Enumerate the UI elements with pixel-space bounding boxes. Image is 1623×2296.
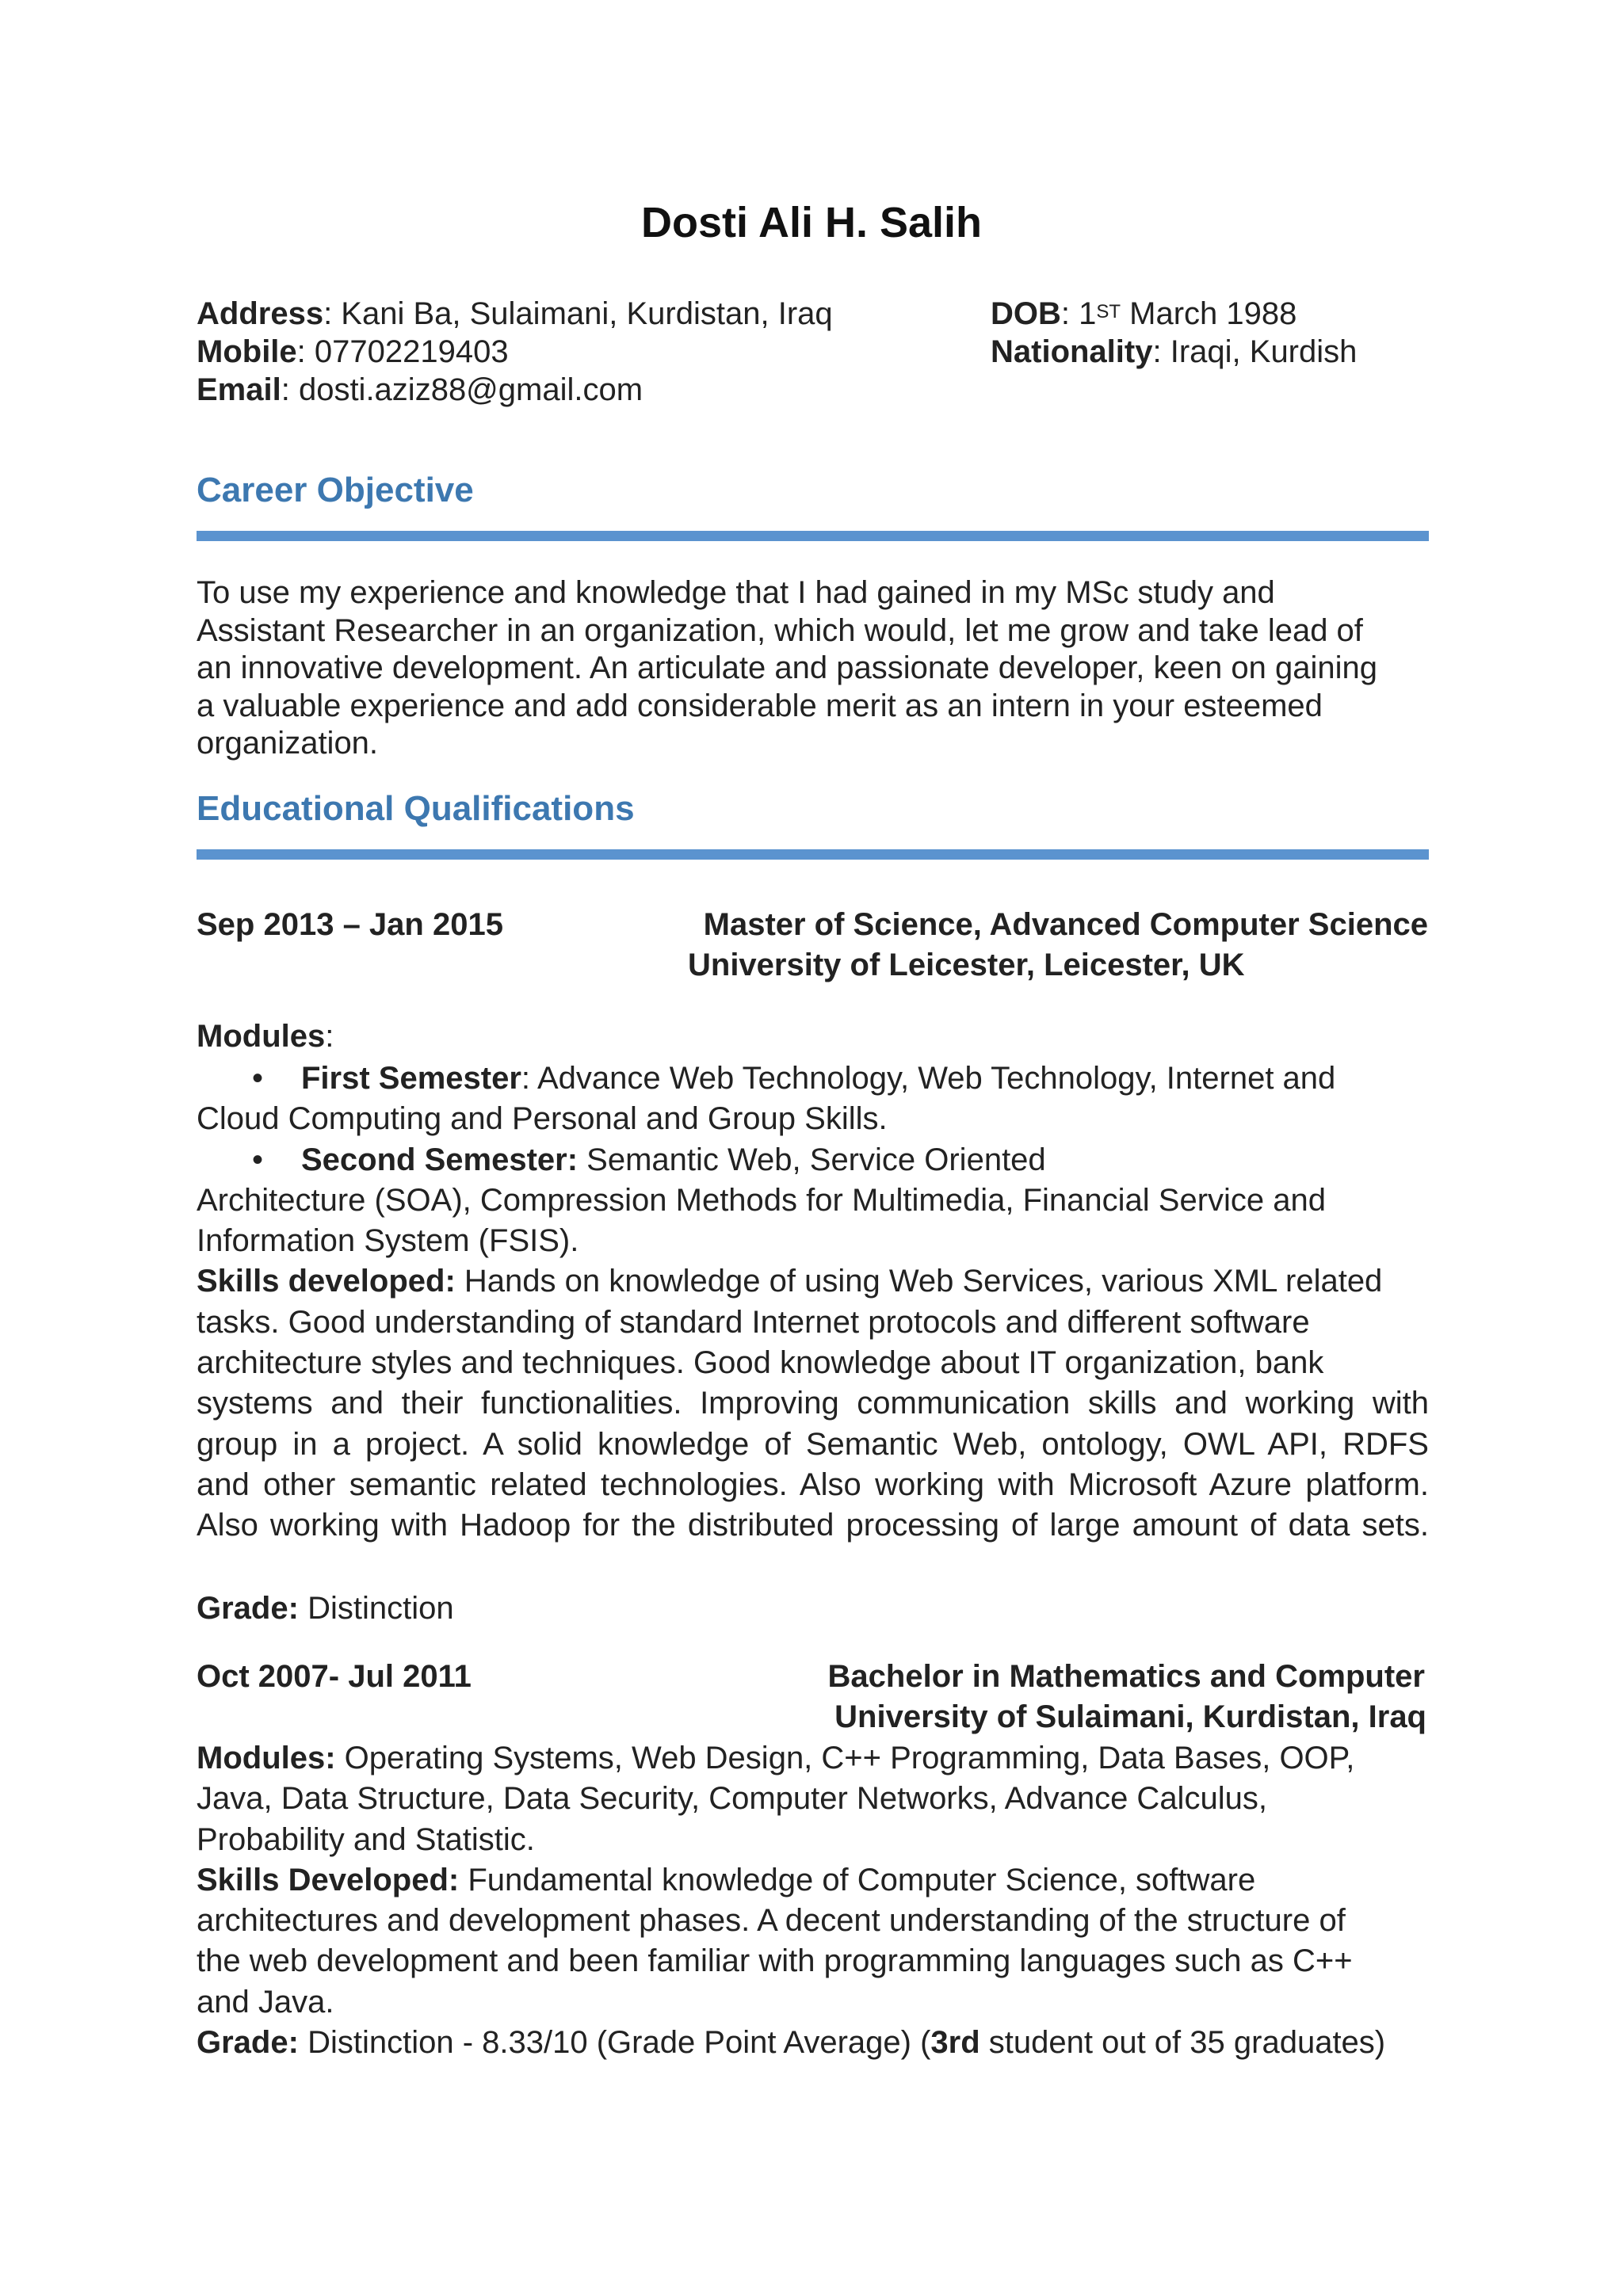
- msc-modules-list: [197, 1058, 1429, 1547]
- bsc-degree: Bachelor in Mathematics and Computer: [827, 1659, 1425, 1694]
- first-semester-label: First Semester: [301, 1061, 521, 1096]
- email-value[interactable]: dosti.aziz88@gmail.com: [298, 372, 643, 407]
- education-heading: Educational Qualifications: [197, 789, 635, 828]
- dob-rest: March 1988: [1129, 296, 1297, 331]
- bullet-icon: •: [252, 1142, 264, 1177]
- address-line: Address: Kani Ba, Sulaimani, Kurdistan, Iraq: [197, 296, 833, 331]
- msc-skills-line: architecture styles and techniques. Good knowledge about IT organization, bank: [197, 1345, 1324, 1381]
- address-value: Kani Ba, Sulaimani, Kurdistan, Iraq: [341, 296, 833, 331]
- nationality-label: Nationality: [991, 334, 1153, 369]
- candidate-name: Dosti Ali H. Salih: [640, 199, 983, 246]
- nationality-value: Iraqi, Kurdish: [1170, 334, 1358, 369]
- dob-day: 1: [1079, 296, 1097, 331]
- msc-grade-line: [197, 1589, 454, 1627]
- objective-line: To use my experience and knowledge that I had gained in my MSc study and: [197, 575, 1275, 610]
- first-semester-text-cont: Cloud Computing and Personal and Group Skills.: [197, 1101, 888, 1137]
- bsc-skills-text: Fundamental knowledge of Computer Science, software: [468, 1862, 1256, 1897]
- bsc-grade-label: Grade:: [197, 2025, 299, 2061]
- msc-grade-label: Grade:: [197, 1591, 299, 1626]
- msc-skills-line: and other semantic related technologies. Also working with Microsoft Azure platform.: [197, 1466, 1429, 1502]
- career-objective-heading: Career Objective: [197, 471, 474, 509]
- career-objective-rule: [197, 531, 1429, 541]
- bsc-grade-rank: 3rd: [930, 2025, 980, 2061]
- career-objective-text: [197, 574, 1377, 763]
- mobile-value: 07702219403: [314, 334, 509, 369]
- bsc-skills-label: Skills Developed:: [197, 1862, 460, 1897]
- bsc-modules-line: Java, Data Structure, Data Security, Computer Networks, Advance Calculus,: [197, 1781, 1267, 1817]
- second-semester-text-cont: Architecture (SOA), Compression Methods for Multimedia, Financial Service and: [197, 1182, 1326, 1218]
- msc-skills-line: group in a project. A solid knowledge of Semantic Web, ontology, OWL API, RDFS: [197, 1426, 1429, 1462]
- msc-skills-first-line: [197, 1261, 1429, 1302]
- bsc-dates: Oct 2007- Jul 2011: [197, 1659, 472, 1694]
- objective-line: a valuable experience and add considerable merit as an intern in your esteemed: [197, 688, 1323, 723]
- address-label: Address: [197, 296, 324, 331]
- bsc-skills-line: architectures and development phases. A decent understanding of the structure of: [197, 1903, 1346, 1939]
- objective-line: Assistant Researcher in an organization, which would, let me grow and take lead of: [197, 612, 1363, 648]
- email-line: Email: dosti.aziz88@gmail.com: [197, 372, 643, 407]
- bsc-skills-line: the web development and been familiar with programming languages such as C++: [197, 1943, 1353, 1979]
- bsc-modules-text: Operating Systems, Web Design, C++ Programming, Data Bases, OOP,: [344, 1741, 1355, 1775]
- msc-university: University of Leicester, Leicester, UK: [688, 948, 1245, 982]
- mobile-line: Mobile: 07702219403: [197, 334, 509, 369]
- msc-dates: Sep 2013 – Jan 2015: [197, 907, 503, 942]
- msc-grade-value: Distinction: [307, 1591, 454, 1626]
- objective-line: organization.: [197, 726, 379, 761]
- bullet-icon: •: [252, 1061, 264, 1096]
- bsc-modules-label: Modules:: [197, 1741, 336, 1775]
- msc-modules-heading: Modules:: [197, 1019, 334, 1054]
- bsc-university: University of Sulaimani, Kurdistan, Iraq: [834, 1699, 1426, 1734]
- dob-label: DOB: [991, 296, 1061, 331]
- bsc-grade-post: student out of 35 graduates): [988, 2025, 1386, 2061]
- email-label: Email: [197, 372, 281, 407]
- first-semester-text: Advance Web Technology, Web Technology, Internet and: [537, 1061, 1336, 1096]
- dob-line: DOB: 1ST March 1988: [991, 296, 1297, 331]
- second-semester-text-cont: Information System (FSIS).: [197, 1223, 579, 1259]
- second-semester-item: [197, 1140, 1429, 1180]
- objective-line: an innovative development. An articulate and passionate developer, keen on gaining: [197, 650, 1377, 685]
- bsc-modules-first-line: [197, 1738, 1385, 1779]
- bsc-modules-line: Probability and Statistic.: [197, 1821, 535, 1857]
- bsc-grade-text: Distinction - 8.33/10 (Grade Point Average) (: [307, 2025, 931, 2061]
- bsc-skills-line: and Java.: [197, 1984, 334, 2019]
- bsc-details: [197, 1738, 1385, 2063]
- msc-skills-line: tasks. Good understanding of standard Internet protocols and different software: [197, 1304, 1310, 1340]
- first-semester-item: • First Semester: Advance Web Technology, Web Technology, Internet and: [197, 1058, 1429, 1099]
- msc-skills-label: Skills developed:: [197, 1264, 456, 1299]
- msc-degree: Master of Science, Advanced Computer Science: [703, 907, 1428, 942]
- second-semester-label: Second Semester:: [301, 1142, 579, 1177]
- mobile-label: Mobile: [197, 334, 297, 369]
- msc-modules-label: Modules: [197, 1019, 326, 1054]
- dob-suffix: ST: [1096, 301, 1121, 322]
- nationality-line: Nationality: Iraqi, Kurdish: [991, 334, 1358, 369]
- bsc-grade-line: [197, 2023, 1385, 2063]
- bsc-skills-first-line: [197, 1860, 1385, 1901]
- education-rule: [197, 849, 1429, 860]
- msc-skills-line: systems and their functionalities. Improving communication skills and working with: [197, 1386, 1429, 1421]
- second-semester-text: Semantic Web, Service Oriented: [586, 1142, 1046, 1177]
- msc-skills-text: Hands on knowledge of using Web Services, various XML related: [464, 1264, 1383, 1299]
- msc-skills-line: Also working with Hadoop for the distributed processing of large amount of data sets.: [197, 1508, 1429, 1543]
